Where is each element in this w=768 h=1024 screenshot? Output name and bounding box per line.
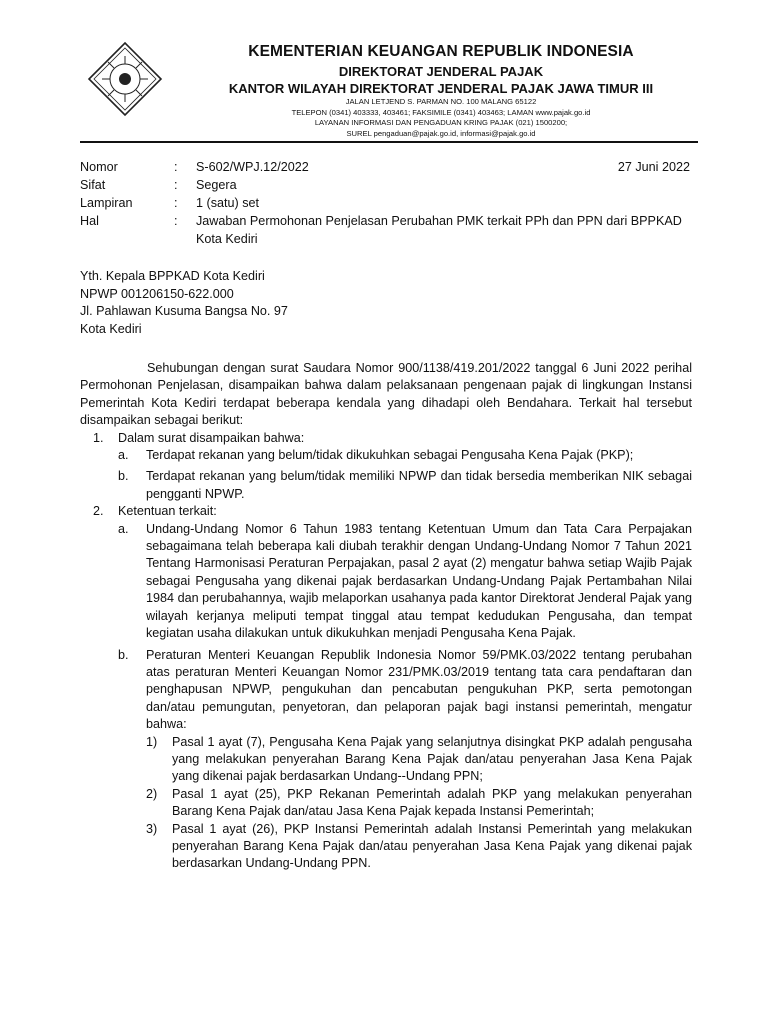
office-address: JALAN LETJEND S. PARMAN NO. 100 MALANG 65122	[345, 97, 537, 106]
recipient-npwp: NPWP 001206150-622.000	[80, 286, 234, 301]
recipient-city: Kota Kediri	[80, 321, 142, 336]
intro-paragraph: Sehubungan dengan surat Saudara Nomor 900/1138/419.201/2022 tanggal 6 Juni 2022 perihal Permohonan Penjelasan, disampaikan bahwa dalam pelaksanaan pengenaan pajak di lingkungan Instansi Pemerintah Kota Kediri terdapat beberapa kendala yang dihadapi oleh Bendahara. Terkait hal tersebut disampaikan sebagai berikut:	[80, 361, 692, 428]
sub-sub-text: Pasal 1 ayat (26), PKP Instansi Pemerintah adalah Instansi Pemerintah yang melakukan penyerahan Barang Kena Pajak dan/atau penyerahan Jasa Kena Pajak yang dikenai pajak berdasarkan Undang-Undang PPN.	[172, 821, 692, 871]
sub-sub-text: Pasal 1 ayat (7), Pengusaha Kena Pajak yang selanjutnya disingkat PKP adalah pengusaha yang melakukan penyerahan Barang Kena Pajak dan/atau penyerahan Jasa Kena Pajak yang dikenai pajak berdasarkan Undang--Undang PPN;	[172, 734, 692, 784]
recipient-street: Jl. Pahlawan Kusuma Bangsa No. 97	[80, 304, 288, 318]
meta-row-sifat	[80, 176, 692, 194]
sub-text: Terdapat rekanan yang belum/tidak memiliki NPWP dan tidak bersedia memberikan NIK sebagai pengganti NPWP.	[146, 469, 692, 501]
sub-sub-item	[146, 821, 692, 873]
office-phone: TELEPON (0341) 403333, 403461; FAKSIMILE (0341) 403463; LAMAN www.pajak.go.id	[291, 107, 591, 117]
letter-meta	[80, 158, 692, 248]
meta-key: Nomor	[80, 160, 118, 174]
meta-key: Lampiran	[80, 196, 133, 210]
directorate-name: DIREKTORAT JENDERAL PAJAK	[338, 64, 544, 79]
list-number: 2.	[93, 504, 104, 519]
sub-label: b.	[118, 647, 129, 662]
letterhead-divider	[80, 141, 698, 143]
sub-item	[118, 521, 692, 643]
meta-value: 1 (satu) set	[196, 196, 259, 210]
sub-sub-label: 1)	[146, 734, 158, 749]
sub-sub-label: 3)	[146, 821, 158, 836]
meta-colon: :	[174, 178, 178, 192]
sub-text: Terdapat rekanan yang belum/tidak dikukuhkan sebagai Pengusaha Kena Pajak (PKP);	[146, 448, 634, 463]
sub-sub-text: Pasal 1 ayat (25), PKP Rekanan Pemerintah adalah PKP yang melakukan penyerahan Barang Kena Pajak dan/atau Jasa Kena Pajak kepada Instansi Pemerintah;	[172, 786, 692, 819]
list-text: Ketentuan terkait:	[118, 504, 217, 519]
list-text: Dalam surat disampaikan bahwa:	[118, 430, 305, 445]
sub-item	[118, 468, 692, 503]
recipient-block	[80, 268, 288, 338]
meta-key: Sifat	[80, 178, 106, 192]
meta-colon: :	[174, 214, 178, 228]
list-item	[80, 503, 692, 520]
office-name: KANTOR WILAYAH DIREKTORAT JENDERAL PAJAK JAWA TIMUR III	[228, 81, 654, 96]
letter-body	[80, 360, 692, 873]
office-email: SUREL pengaduan@pajak.go.id, informasi@pajak.go.id	[346, 128, 536, 138]
ministry-logo	[86, 40, 164, 118]
recipient-line: Yth. Kepala BPPKAD Kota Kediri	[80, 269, 265, 283]
sub-item	[118, 447, 692, 464]
list-number: 1.	[93, 430, 104, 445]
meta-value: Segera	[196, 178, 237, 192]
meta-colon: :	[174, 160, 178, 174]
sub-label: b.	[118, 469, 129, 484]
meta-row-hal	[80, 212, 692, 248]
letter-date: 27 Juni 2022	[617, 160, 690, 174]
meta-value: Jawaban Permohonan Penjelasan Perubahan PMK terkait PPh dan PPN dari BPPKAD Kota Kediri	[196, 214, 682, 246]
sub-sub-item	[146, 734, 692, 786]
sub-sub-item	[146, 786, 692, 821]
sub-label: a.	[118, 521, 129, 536]
meta-row-lampiran	[80, 194, 692, 212]
office-service: LAYANAN INFORMASI DAN PENGADUAN KRING PAJAK (021) 1500200;	[314, 118, 568, 127]
meta-value: S-602/WPJ.12/2022	[196, 160, 309, 174]
sub-text: Undang-Undang Nomor 6 Tahun 1983 tentang Ketentuan Umum dan Tata Cara Perpajakan sebagaimana telah beberapa kali diubah terakhir dengan Undang-Undang Nomor 7 Tahun 2021 Tentang Harmonisasi Peraturan Perpajakan, pasal 2 ayat (2) mengatur bahwa setiap Wajib Pajak sebagai Pengusaha yang dikenai pajak berdasarkan Undang-Undang Pajak Pertambahan Nilai 1984 dan perubahannya, wajib melaporkan usahanya pada kantor Direktorat Jenderal Pajak yang wilayah kerjanya meliputi tempat tinggal atau tempat kedudukan Pengusaha, dan tempat kegiatan usaha dilakukan untuk dikukuhkan menjadi Pengusaha Kena Pajak.	[146, 521, 692, 641]
ministry-name: KEMENTERIAN KEUANGAN REPUBLIK INDONESIA	[248, 43, 634, 60]
sub-text: Peraturan Menteri Keuangan Republik Indonesia Nomor 59/PMK.03/2022 tentang perubahan atas peraturan Menteri Keuangan Nomor 231/PMK.03/2019 tentang tata cara pendaftaran dan penghapusan NPWP, pengukuhan dan pencabutan pengukuhan PKP, serta pemotongan dan/atau pemungutan, penyetoran, dan pelaporan pajak bagi instansi pemerintah, mengatur bahwa:	[146, 647, 692, 732]
list-item	[80, 430, 692, 447]
meta-row-nomor	[80, 158, 692, 176]
sub-item	[118, 647, 692, 734]
sub-sub-label: 2)	[146, 786, 158, 801]
letterhead	[186, 42, 696, 139]
sub-label: a.	[118, 448, 129, 463]
meta-key: Hal	[80, 214, 99, 228]
meta-colon: :	[174, 196, 178, 210]
